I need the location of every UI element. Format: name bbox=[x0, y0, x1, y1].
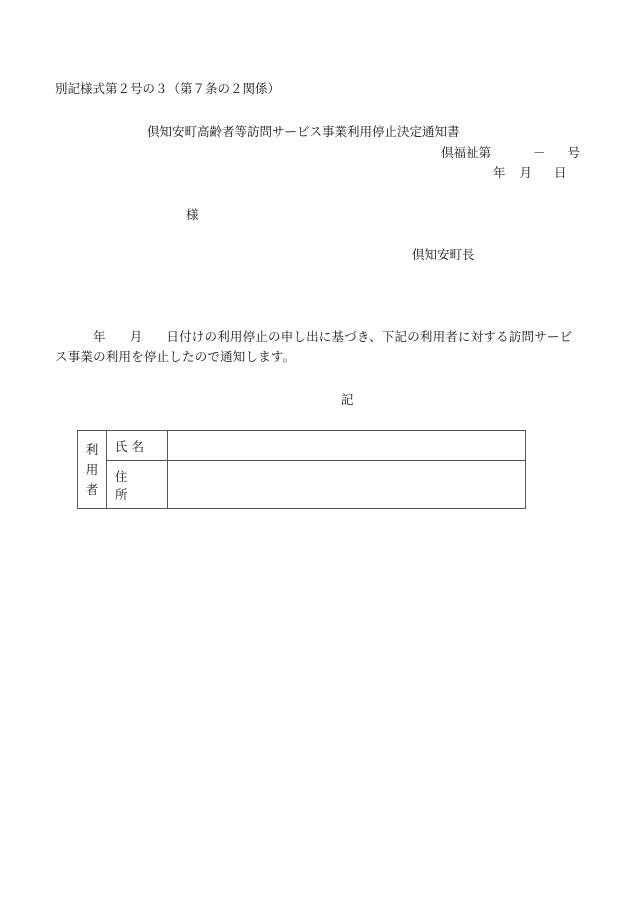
name-field[interactable] bbox=[168, 431, 526, 461]
table-row bbox=[78, 461, 526, 509]
date-month: 月 bbox=[519, 165, 533, 180]
user-group-char: 利 bbox=[85, 441, 99, 457]
user-group-char: 者 bbox=[85, 481, 99, 497]
issuer-name: 倶知安町長 bbox=[412, 247, 475, 262]
document-title: 倶知安町高齢者等訪問サービス事業利用停止決定通知書 bbox=[147, 124, 460, 139]
reference-suffix: 号 bbox=[567, 145, 581, 160]
user-group-char: 用 bbox=[85, 461, 99, 477]
address-field[interactable] bbox=[168, 461, 526, 509]
reference-dash: － bbox=[533, 145, 546, 160]
reference-prefix: 倶福祉第 bbox=[441, 145, 492, 160]
body-year: 年 bbox=[93, 329, 106, 344]
date-day: 日 bbox=[554, 165, 567, 180]
user-group-label bbox=[78, 431, 107, 509]
body-text: 日付けの利用停止の申し出に基づき、下記の利用者に対する訪問サービス事業の利用を停止したので通知します。 bbox=[55, 329, 573, 364]
body-month: 月 bbox=[129, 329, 143, 344]
reference-number bbox=[441, 145, 580, 161]
date-year: 年 bbox=[493, 165, 506, 180]
user-info-table bbox=[77, 430, 526, 509]
table-row bbox=[78, 431, 526, 461]
issue-date bbox=[493, 165, 567, 181]
record-heading: 記 bbox=[341, 392, 354, 407]
recipient-honorific: 様 bbox=[186, 207, 199, 222]
notice-body bbox=[55, 327, 577, 367]
form-number: 別記様式第２号の３（第７条の２関係） bbox=[55, 81, 281, 96]
name-label: 氏名 bbox=[107, 431, 168, 461]
address-label: 住所 bbox=[107, 461, 168, 509]
